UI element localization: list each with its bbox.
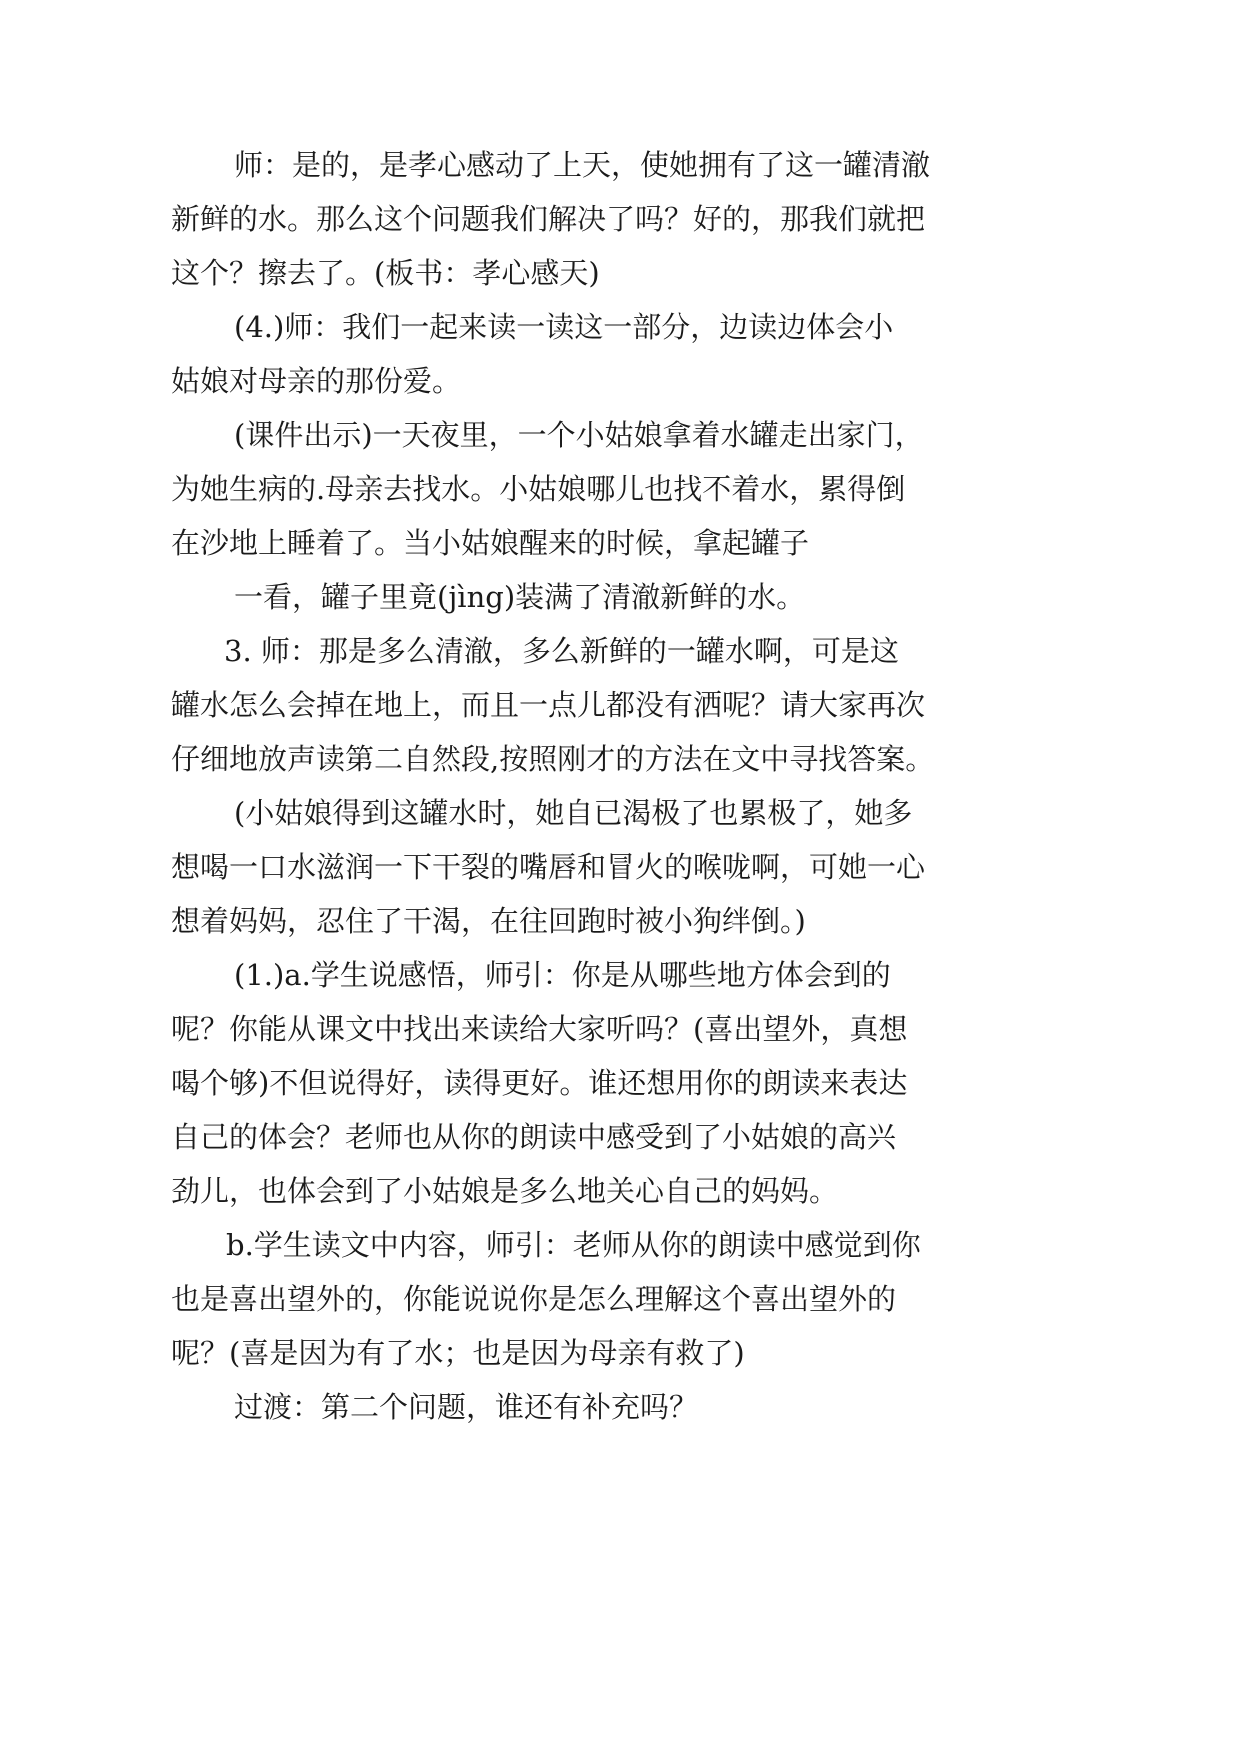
paragraph-line: 罐水怎么会掉在地上，而且一点儿都没有洒呢？请大家再次 [171, 688, 926, 722]
paragraph-line: 呢？你能从课文中找出来读给大家听吗？(喜出望外，真想 [171, 1012, 908, 1046]
paragraph-line: 这个？擦去了。(板书：孝心感天) [171, 256, 600, 290]
paragraph-line: 也是喜出望外的，你能说说你是怎么理解这个喜出望外的 [171, 1282, 897, 1316]
paragraph-line: 过渡：第二个问题，谁还有补充吗？ [234, 1390, 699, 1424]
paragraph-line: 在沙地上睡着了。当小姑娘醒来的时候，拿起罐子 [171, 526, 810, 560]
paragraph-line: 姑娘对母亲的那份爱。 [171, 364, 462, 398]
paragraph-line: 劲儿，也体会到了小姑娘是多么地关心自己的妈妈。 [171, 1174, 839, 1208]
paragraph-line: 想喝一口水滋润一下干裂的嘴唇和冒火的喉咙啊，可她一心 [171, 850, 926, 884]
paragraph-line: 呢？(喜是因为有了水；也是因为母亲有救了) [171, 1336, 745, 1370]
paragraph-line: (小姑娘得到这罐水时，她自已渴极了也累极了，她多 [234, 796, 913, 830]
paragraph-line: (1.)a.学生说感悟，师引：你是从哪些地方体会到的 [234, 958, 891, 992]
paragraph-line: 想着妈妈，忍住了干渴，在往回跑时被小狗绊倒。) [171, 904, 806, 938]
paragraph-line: 喝个够)不但说得好，读得更好。谁还想用你的朗读来表达 [171, 1066, 908, 1100]
paragraph-line: 仔细地放声读第二自然段,按照刚才的方法在文中寻找答案。 [171, 742, 935, 776]
paragraph-line: 为她生病的.母亲去找水。小姑娘哪儿也找不着水，累得倒 [171, 472, 906, 506]
paragraph-line: 新鲜的水。那么这个问题我们解决了吗？好的，那我们就把 [171, 202, 926, 236]
paragraph-line: 3. 师：那是多么清澈，多么新鲜的一罐水啊，可是这 [224, 634, 899, 668]
paragraph-line: (4.)师：我们一起来读一读这一部分，边读边体会小 [234, 310, 894, 344]
paragraph-line: 一看，罐子里竟(jìng)装满了清澈新鲜的水。 [234, 580, 806, 614]
paragraph-line: 师：是的，是孝心感动了上天，使她拥有了这一罐清澈 [234, 148, 931, 182]
paragraph-line: 自己的体会？老师也从你的朗读中感受到了小姑娘的高兴 [171, 1120, 897, 1154]
paragraph-line: (课件出示)一天夜里，一个小姑娘拿着水罐走出家门， [234, 418, 924, 452]
paragraph-line: b.学生读文中内容，师引：老师从你的朗读中感觉到你 [226, 1228, 921, 1262]
